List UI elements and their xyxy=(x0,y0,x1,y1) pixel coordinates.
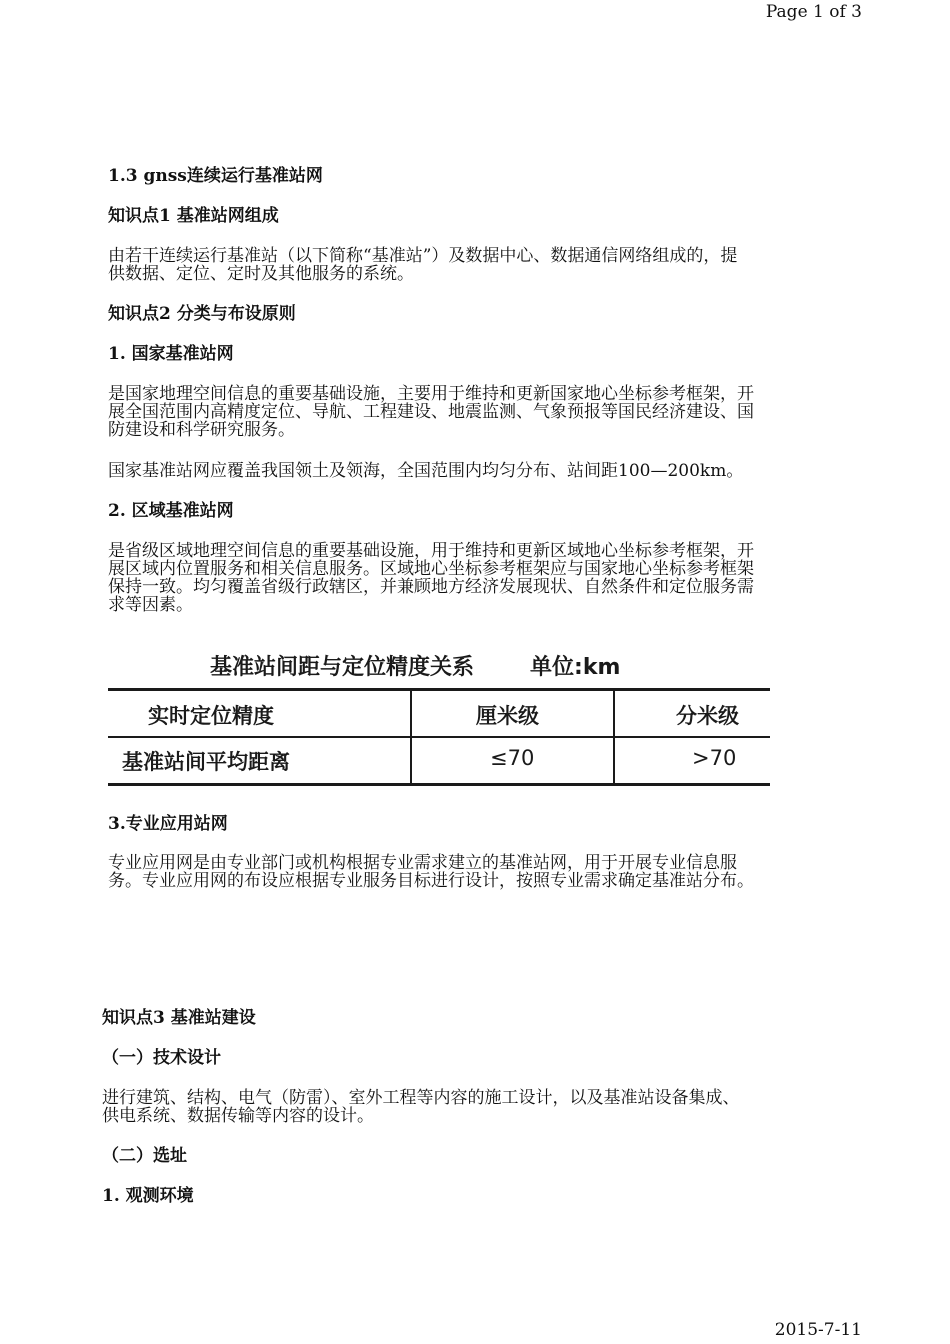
text-line: 供数据、定位、定时及其他服务的系统。 xyxy=(108,264,414,284)
kp1-paragraph xyxy=(108,247,838,283)
text-line: 务。专业应用网的布设应根据专业服务目标进行设计，按照专业需求确定基准站分布。 xyxy=(108,871,754,891)
table-mid-rule xyxy=(108,736,770,738)
table-caption xyxy=(210,650,620,681)
section-title: 1.3 gnss连续运行基准站网 xyxy=(108,166,323,186)
professional-network-heading: 3.专业应用站网 xyxy=(108,814,228,834)
text-line: 保持一致。均匀覆盖省级行政辖区，并兼顾地方经济发展现状、自然条件和定位服务需 xyxy=(108,577,754,597)
tech-design-heading: （一）技术设计 xyxy=(102,1048,221,1068)
table-cell: ≤70 xyxy=(490,746,535,770)
text-line: 供电系统、数据传输等内容的设计。 xyxy=(102,1106,374,1126)
text-line: 求等因素。 xyxy=(108,595,193,615)
text-line: 进行建筑、结构、电气（防雷）、室外工程等内容的施工设计，以及基准站设备集成、 xyxy=(102,1088,740,1108)
text-line: 防建设和科学研究服务。 xyxy=(108,420,295,440)
regional-network-paragraph xyxy=(108,542,838,614)
text-line: 展区域内位置服务和相关信息服务。区域地心坐标参考框架应与国家地心坐标参考框架 xyxy=(108,559,754,579)
table-header-cell: 实时定位精度 xyxy=(148,704,274,728)
page-number: Page 1 of 3 xyxy=(765,2,862,22)
regional-network-heading: 2. 区域基准站网 xyxy=(108,501,234,521)
text-line: 是省级区域地理空间信息的重要基础设施，用于维持和更新区域地心坐标参考框架，开 xyxy=(108,541,754,561)
national-coverage-paragraph: 国家基准站网应覆盖我国领土及领海，全国范围内均匀分布、站间距100—200km。 xyxy=(108,461,744,481)
text-line: 展全国范围内高精度定位、导航、工程建设、地震监测、气象预报等国民经济建设、国 xyxy=(108,402,754,422)
table-cell: >70 xyxy=(692,746,737,770)
table-header-cell: 厘米级 xyxy=(476,704,539,728)
spacing-accuracy-table xyxy=(108,688,770,786)
print-date: 2015-7-11 xyxy=(774,1320,862,1340)
kp3-heading: 知识点3 基准站建设 xyxy=(102,1008,256,1028)
kp1-heading: 知识点1 基准站网组成 xyxy=(108,206,279,226)
national-network-heading: 1. 国家基准站网 xyxy=(108,344,234,364)
tech-design-paragraph xyxy=(102,1089,832,1125)
table-top-rule xyxy=(108,688,770,691)
text-line: 专业应用网是由专业部门或机构根据专业需求建立的基准站网，用于开展专业信息服 xyxy=(108,853,737,873)
table-column-divider xyxy=(613,688,615,786)
text-line: 由若干连续运行基准站（以下简称“基准站”）及数据中心、数据通信网络组成的，提 xyxy=(108,246,738,266)
table-header-cell: 分米级 xyxy=(676,704,739,728)
table-unit: 单位:km xyxy=(530,655,621,680)
table-title: 基准站间距与定位精度关系 xyxy=(210,655,475,680)
professional-network-paragraph xyxy=(108,854,838,890)
table-column-divider xyxy=(410,688,412,786)
kp2-heading: 知识点2 分类与布设原则 xyxy=(108,304,296,324)
site-selection-heading: （二）选址 xyxy=(102,1146,187,1166)
national-network-paragraph xyxy=(108,385,838,439)
observation-env-heading: 1. 观测环境 xyxy=(102,1186,194,1206)
table-bottom-rule xyxy=(108,783,770,786)
table-row-label: 基准站间平均距离 xyxy=(122,750,290,774)
text-line: 是国家地理空间信息的重要基础设施，主要用于维持和更新国家地心坐标参考框架，开 xyxy=(108,384,754,404)
